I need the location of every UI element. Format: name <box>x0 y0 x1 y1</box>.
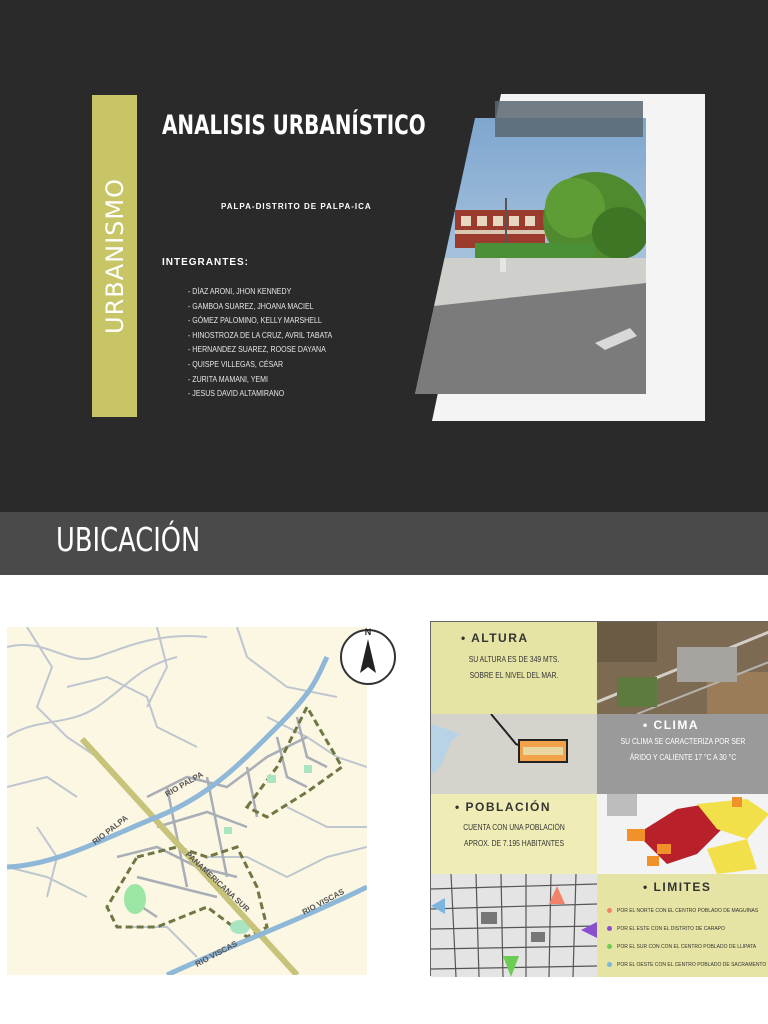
satellite-image <box>597 622 768 714</box>
members-label: INTEGRANTES: <box>162 257 249 268</box>
altura-title: ALTURA <box>471 631 529 645</box>
limit-item: POR EL NORTE CON EL CENTRO POBLADO DE MAGUINAS <box>617 908 758 914</box>
subtitle: PALPA-DISTRITO DE PALPA-ICA <box>221 202 372 211</box>
members-list <box>188 285 332 402</box>
clima-title: CLIMA <box>653 718 700 732</box>
limites-box <box>597 874 768 977</box>
limit-item: POR EL OESTE CON EL CENTRO POBLADO DE SACRAMENTO <box>617 962 766 968</box>
limit-item: POR EL SUR CON CON EL CENTRO POBLADO DE LLIPATA <box>617 944 756 950</box>
list-item: - QUISPE VILLEGAS, CÉSAR <box>188 359 284 369</box>
poblacion-title: POBLACIÓN <box>465 800 552 814</box>
list-item: - GAMBOA SUAREZ, JHOANA MACIEL <box>188 301 314 311</box>
south-dot-icon <box>607 944 612 949</box>
map-label-panamericana: PANAMERICANA SUR <box>183 849 252 914</box>
page-title: ANALISIS URBANÍSTICO <box>162 110 426 141</box>
list-item: - DÍAZ ARONI, JHON KENNEDY <box>188 287 292 296</box>
clima-line-1: SU CLIMA SE CARACTERIZA POR SER <box>620 737 746 746</box>
altura-heading: • ALTURA <box>461 631 529 645</box>
poblacion-box <box>431 794 597 874</box>
map-label-rio-palpa: RIO PALPA <box>90 813 130 847</box>
land-use-map <box>597 794 768 874</box>
plaza-photo <box>415 118 646 394</box>
location-map <box>7 627 367 975</box>
photo-frame <box>415 94 705 421</box>
compass-north-label: N <box>364 627 372 637</box>
east-dot-icon <box>607 926 612 931</box>
limit-item: POR EL ESTE CON EL DISTRITO DE CARAPO <box>617 926 725 932</box>
relief-map <box>431 714 597 794</box>
vertical-label: URBANISMO <box>100 178 129 334</box>
poblacion-text <box>443 820 584 852</box>
list-item: - HERNANDEZ SUAREZ, ROOSE DAYANA <box>188 345 326 355</box>
map-label-rio-palpa: RIO PALPA <box>163 769 205 799</box>
list-item: - JESUS DAVID ALTAMIRANO <box>188 389 285 399</box>
info-panel <box>430 621 768 976</box>
clima-box <box>597 714 768 794</box>
altura-line-2: SOBRE EL NIVEL DEL MAR. <box>469 671 559 680</box>
north-dot-icon <box>607 908 612 913</box>
limites-title: LIMITES <box>653 880 712 894</box>
limites-heading: • LIMITES <box>643 880 712 894</box>
list-item: - HINOSTROZA DE LA CRUZ, AVRIL TABATA <box>188 330 333 340</box>
clima-heading: • CLIMA <box>643 718 700 732</box>
altura-box <box>431 622 597 714</box>
altura-line-1: SU ALTURA ES DE 349 MTS. <box>468 655 560 664</box>
altura-text <box>443 652 584 684</box>
map-label-rio-viscas: RIO VISCAS <box>300 887 346 917</box>
clima-line-2: ÁRIDO Y CALIENTE 17 °C A 30 °C <box>629 753 737 762</box>
north-compass-icon <box>339 625 397 687</box>
map-label-rio-viscas: RIO VISCAS <box>193 939 239 969</box>
poblacion-line-1: CUENTA CON UNA POBLACIÓN <box>463 823 565 832</box>
clima-text <box>610 734 756 766</box>
section-title: UBICACIÓN <box>56 520 201 559</box>
photo-caption-bar <box>495 101 643 137</box>
west-dot-icon <box>607 962 612 967</box>
list-item: - GÓMEZ PALOMINO, KELLY MARSHELL <box>188 316 322 326</box>
vertical-accent-bar <box>92 95 137 417</box>
list-item: - ZURITA MAMANI, YEMI <box>188 374 268 384</box>
poblacion-heading: • POBLACIÓN <box>455 800 552 814</box>
poblacion-line-2: APROX. DE 7.195 HABITANTES <box>463 839 565 848</box>
street-map <box>431 874 597 977</box>
